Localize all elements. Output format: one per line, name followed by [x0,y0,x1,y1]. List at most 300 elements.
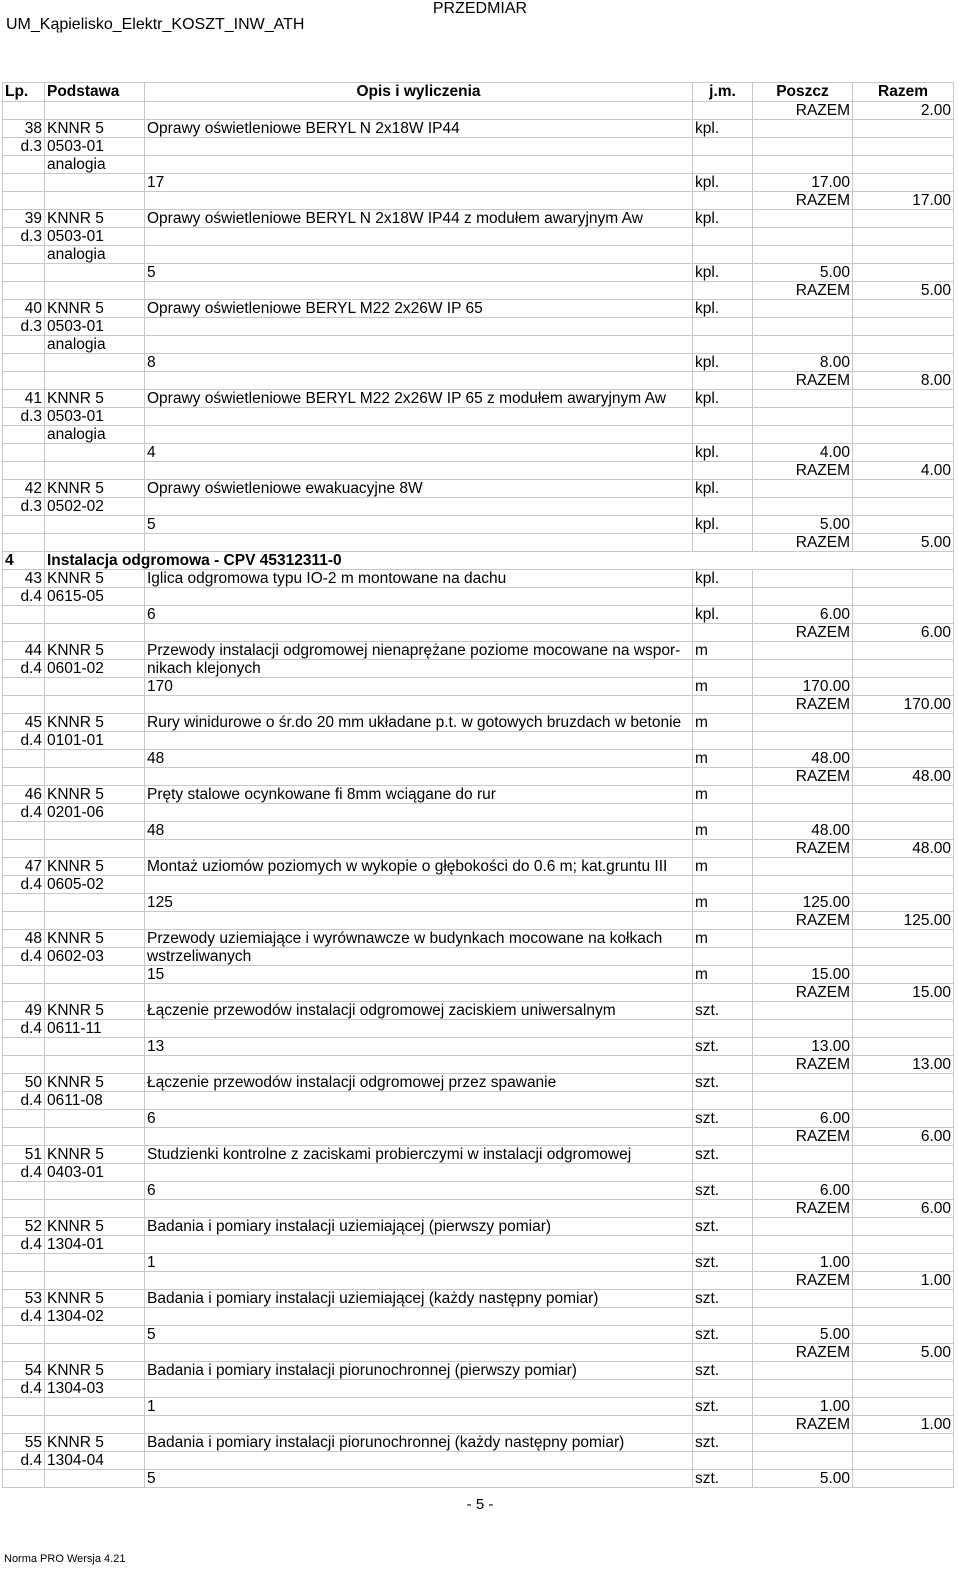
razem-label: RAZEM [753,1128,853,1146]
empty-cell [693,336,753,354]
empty-cell [145,1056,693,1074]
document-name: UM_Kąpielisko_Elektr_KOSZT_INW_ATH [6,16,305,33]
empty-cell [853,1218,954,1236]
item-subsection: d.4 [3,876,45,894]
empty-cell [753,876,853,894]
item-calculation: 1 [145,1398,693,1416]
empty-cell [853,444,954,462]
empty-cell [145,462,693,480]
item-continuation-row [3,408,954,426]
empty-cell [45,444,145,462]
empty-cell [145,1344,693,1362]
empty-cell [693,498,753,516]
empty-cell [853,660,954,678]
empty-cell [753,1020,853,1038]
empty-cell [753,228,853,246]
item-basis: KNNR 5 [45,300,145,318]
empty-cell [753,948,853,966]
empty-cell [853,138,954,156]
empty-cell [693,426,753,444]
header-lp: Lp. [3,83,45,102]
item-row [3,930,954,948]
item-calculation: 4 [145,444,693,462]
razem-label: RAZEM [753,984,853,1002]
empty-cell [3,336,45,354]
calc-row [3,1254,954,1272]
empty-cell [145,138,693,156]
item-number: 50 [3,1074,45,1092]
item-unit: szt. [693,1254,753,1272]
empty-cell [3,606,45,624]
empty-cell [853,1290,954,1308]
empty-cell [753,1236,853,1254]
empty-cell [3,264,45,282]
empty-cell [853,1326,954,1344]
item-basis: KNNR 5 [45,480,145,498]
empty-cell [693,1164,753,1182]
empty-cell [145,1236,693,1254]
empty-cell [693,1020,753,1038]
empty-cell [853,1470,954,1488]
empty-cell [3,678,45,696]
empty-cell [45,264,145,282]
item-unit: kpl. [693,570,753,588]
empty-cell [693,876,753,894]
empty-cell [693,1380,753,1398]
item-continuation-row [3,1020,954,1038]
item-continuation-row [3,1308,954,1326]
empty-cell [693,1272,753,1290]
empty-cell [3,750,45,768]
item-unit: szt. [693,1218,753,1236]
empty-cell [853,1398,954,1416]
empty-cell [853,588,954,606]
empty-cell [693,156,753,174]
empty-cell [145,984,693,1002]
item-unit: szt. [693,1038,753,1056]
empty-cell [753,1092,853,1110]
item-row [3,1146,954,1164]
empty-cell [853,750,954,768]
razem-row [3,102,954,120]
empty-cell [693,462,753,480]
item-basis: analogia [45,336,145,354]
empty-cell [753,1218,853,1236]
empty-cell [853,516,954,534]
empty-cell [45,1398,145,1416]
item-row [3,120,954,138]
empty-cell [3,102,45,120]
item-basis: 0611-11 [45,1020,145,1038]
item-unit: szt. [693,1074,753,1092]
razem-label: RAZEM [753,1416,853,1434]
empty-cell [693,192,753,210]
item-calculation: 6 [145,606,693,624]
empty-cell [3,372,45,390]
empty-cell [45,840,145,858]
empty-cell [3,1110,45,1128]
empty-cell [145,732,693,750]
empty-cell [3,696,45,714]
item-unit: szt. [693,1362,753,1380]
razem-row [3,1416,954,1434]
item-description: Łączenie przewodów instalacji odgromowej zaciskiem uniwersalnym [145,1002,693,1020]
razem-value: 48.00 [853,768,954,786]
item-subsection: d.3 [3,408,45,426]
empty-cell [853,336,954,354]
item-subsection: d.4 [3,948,45,966]
empty-cell [853,606,954,624]
item-subsection: d.4 [3,660,45,678]
item-partial-value: 48.00 [753,822,853,840]
item-partial-value: 13.00 [753,1038,853,1056]
item-number: 53 [3,1290,45,1308]
item-basis: KNNR 5 [45,390,145,408]
empty-cell [145,534,693,552]
item-calculation: 48 [145,822,693,840]
empty-cell [853,786,954,804]
item-number: 54 [3,1362,45,1380]
item-basis: 0502-02 [45,498,145,516]
empty-cell [45,822,145,840]
calc-row [3,1398,954,1416]
item-partial-value: 1.00 [753,1254,853,1272]
empty-cell [145,102,693,120]
item-row [3,1434,954,1452]
item-description: Badania i pomiary instalacji piorunochronnej (każdy następny pomiar) [145,1434,693,1452]
razem-value: 48.00 [853,840,954,858]
item-unit: m [693,678,753,696]
empty-cell [693,282,753,300]
empty-cell [3,282,45,300]
item-subsection: d.3 [3,138,45,156]
item-unit: kpl. [693,516,753,534]
item-basis: KNNR 5 [45,1362,145,1380]
razem-row [3,696,954,714]
item-calculation: 125 [145,894,693,912]
item-continuation-row [3,660,954,678]
item-description: Badania i pomiary instalacji uziemiającej (pierwszy pomiar) [145,1218,693,1236]
empty-cell [45,984,145,1002]
empty-cell [3,822,45,840]
empty-cell [753,1434,853,1452]
item-subsection: d.4 [3,1308,45,1326]
item-description: Przewody uziemiające i wyrównawcze w budynkach mocowane na kołkach [145,930,693,948]
item-number: 39 [3,210,45,228]
empty-cell [3,624,45,642]
empty-cell [853,408,954,426]
razem-value: 5.00 [853,1344,954,1362]
empty-cell [145,1308,693,1326]
item-row [3,714,954,732]
empty-cell [3,534,45,552]
item-number: 40 [3,300,45,318]
item-number: 47 [3,858,45,876]
item-continuation-row [3,156,954,174]
razem-value: 125.00 [853,912,954,930]
item-number: 45 [3,714,45,732]
item-continuation-row [3,876,954,894]
item-basis: KNNR 5 [45,570,145,588]
item-continuation-row [3,426,954,444]
header-podstawa: Podstawa [45,83,145,102]
item-number: 41 [3,390,45,408]
empty-cell [45,372,145,390]
empty-cell [693,1092,753,1110]
empty-cell [145,228,693,246]
empty-cell [853,858,954,876]
item-unit: kpl. [693,480,753,498]
item-basis: KNNR 5 [45,786,145,804]
empty-cell [145,1272,693,1290]
empty-cell [753,1146,853,1164]
empty-cell [145,336,693,354]
empty-cell [693,768,753,786]
item-row [3,570,954,588]
item-subsection: d.4 [3,1452,45,1470]
header-jm: j.m. [693,83,753,102]
empty-cell [853,732,954,750]
empty-cell [3,1416,45,1434]
item-unit: szt. [693,1110,753,1128]
razem-value: 13.00 [853,1056,954,1074]
empty-cell [45,1326,145,1344]
empty-cell [145,408,693,426]
empty-cell [753,930,853,948]
item-description: Oprawy oświetleniowe BERYL M22 2x26W IP 65 [145,300,693,318]
item-description: Badania i pomiary instalacji piorunochronnej (pierwszy pomiar) [145,1362,693,1380]
empty-cell [145,156,693,174]
empty-cell [3,1398,45,1416]
empty-cell [853,1002,954,1020]
item-continuation-row [3,498,954,516]
item-partial-value: 125.00 [753,894,853,912]
empty-cell [145,1128,693,1146]
calc-row [3,966,954,984]
empty-cell [145,498,693,516]
razem-row [3,1056,954,1074]
calc-row [3,1470,954,1488]
empty-cell [753,408,853,426]
empty-cell [3,156,45,174]
empty-cell [145,624,693,642]
empty-cell [853,642,954,660]
item-unit: szt. [693,1470,753,1488]
empty-cell [3,1272,45,1290]
empty-cell [145,246,693,264]
empty-cell [853,120,954,138]
item-unit: m [693,858,753,876]
empty-cell [693,534,753,552]
item-basis: analogia [45,156,145,174]
empty-cell [693,1200,753,1218]
item-row [3,1290,954,1308]
header-poszcz: Poszcz [753,83,853,102]
item-continuation-row [3,804,954,822]
empty-cell [3,966,45,984]
item-calculation: 5 [145,1326,693,1344]
empty-cell [853,156,954,174]
empty-cell [3,1128,45,1146]
item-unit: szt. [693,1002,753,1020]
item-continuation-row [3,336,954,354]
empty-cell [145,192,693,210]
item-basis: 1304-04 [45,1452,145,1470]
header-opis: Opis i wyliczenia [145,83,693,102]
empty-cell [3,354,45,372]
razem-row [3,192,954,210]
item-partial-value: 6.00 [753,606,853,624]
item-unit: szt. [693,1182,753,1200]
item-description: Oprawy oświetleniowe BERYL N 2x18W IP44 z modułem awaryjnym Aw [145,210,693,228]
empty-cell [853,1362,954,1380]
item-partial-value: 6.00 [753,1182,853,1200]
header-razem: Razem [853,83,954,102]
calc-row [3,606,954,624]
item-continuation-row [3,138,954,156]
item-description: Montaż uziomów poziomych w wykopie o głębokości do 0.6 m; kat.gruntu III [145,858,693,876]
calc-row [3,822,954,840]
empty-cell [753,1164,853,1182]
calc-row [3,174,954,192]
empty-cell [693,1056,753,1074]
empty-cell [45,174,145,192]
razem-label: RAZEM [753,840,853,858]
item-basis: 0601-02 [45,660,145,678]
empty-cell [753,1362,853,1380]
item-unit: kpl. [693,210,753,228]
empty-cell [3,984,45,1002]
empty-cell [853,210,954,228]
empty-cell [145,426,693,444]
section-row [3,552,954,570]
empty-cell [693,1236,753,1254]
empty-cell [3,1254,45,1272]
razem-row [3,768,954,786]
item-subsection: d.4 [3,804,45,822]
razem-row [3,840,954,858]
empty-cell [753,246,853,264]
item-continuation-row [3,1236,954,1254]
empty-cell [853,1434,954,1452]
empty-cell [3,462,45,480]
item-unit: kpl. [693,444,753,462]
item-basis: KNNR 5 [45,642,145,660]
empty-cell [3,1470,45,1488]
empty-cell [693,732,753,750]
empty-cell [45,912,145,930]
empty-cell [45,696,145,714]
calc-row [3,678,954,696]
item-subsection: d.4 [3,1020,45,1038]
empty-cell [753,714,853,732]
item-basis: KNNR 5 [45,1218,145,1236]
empty-cell [45,354,145,372]
empty-cell [693,408,753,426]
item-number: 44 [3,642,45,660]
empty-cell [753,1380,853,1398]
item-partial-value: 17.00 [753,174,853,192]
item-calculation: 6 [145,1110,693,1128]
item-partial-value: 5.00 [753,1326,853,1344]
item-subsection: d.4 [3,588,45,606]
item-calculation: 48 [145,750,693,768]
razem-value: 8.00 [853,372,954,390]
item-unit: szt. [693,1398,753,1416]
razem-label: RAZEM [753,192,853,210]
razem-row [3,282,954,300]
empty-cell [853,318,954,336]
empty-cell [853,246,954,264]
item-unit: szt. [693,1326,753,1344]
calc-row [3,750,954,768]
empty-cell [753,336,853,354]
item-number: 51 [3,1146,45,1164]
item-partial-value: 15.00 [753,966,853,984]
item-basis: KNNR 5 [45,930,145,948]
section-number: 4 [3,552,45,570]
item-subsection: d.4 [3,1236,45,1254]
empty-cell [3,426,45,444]
razem-label: RAZEM [753,534,853,552]
item-basis: 1304-02 [45,1308,145,1326]
empty-cell [853,480,954,498]
item-continuation-row [3,1380,954,1398]
item-unit: kpl. [693,120,753,138]
empty-cell [853,426,954,444]
razem-value: 5.00 [853,534,954,552]
item-row [3,1362,954,1380]
empty-cell [45,678,145,696]
empty-cell [145,1452,693,1470]
item-continuation-row [3,588,954,606]
razem-row [3,912,954,930]
razem-row [3,534,954,552]
empty-cell [693,246,753,264]
item-basis: KNNR 5 [45,1074,145,1092]
item-basis: 1304-01 [45,1236,145,1254]
item-partial-value: 6.00 [753,1110,853,1128]
empty-cell [853,1110,954,1128]
empty-cell [753,786,853,804]
item-unit: kpl. [693,354,753,372]
item-unit: m [693,750,753,768]
razem-row [3,1128,954,1146]
empty-cell [145,282,693,300]
item-unit: m [693,966,753,984]
item-calculation: 15 [145,966,693,984]
empty-cell [693,1308,753,1326]
empty-cell [853,1146,954,1164]
calc-row [3,894,954,912]
empty-cell [753,1074,853,1092]
item-number: 38 [3,120,45,138]
razem-value: 1.00 [853,1416,954,1434]
empty-cell [145,1020,693,1038]
empty-cell [3,1182,45,1200]
empty-cell [693,840,753,858]
empty-cell [3,174,45,192]
item-partial-value: 5.00 [753,516,853,534]
empty-cell [853,1380,954,1398]
empty-cell [753,300,853,318]
empty-cell [145,768,693,786]
razem-label: RAZEM [753,624,853,642]
item-row [3,1218,954,1236]
empty-cell [693,102,753,120]
item-basis: 0602-03 [45,948,145,966]
item-row [3,642,954,660]
